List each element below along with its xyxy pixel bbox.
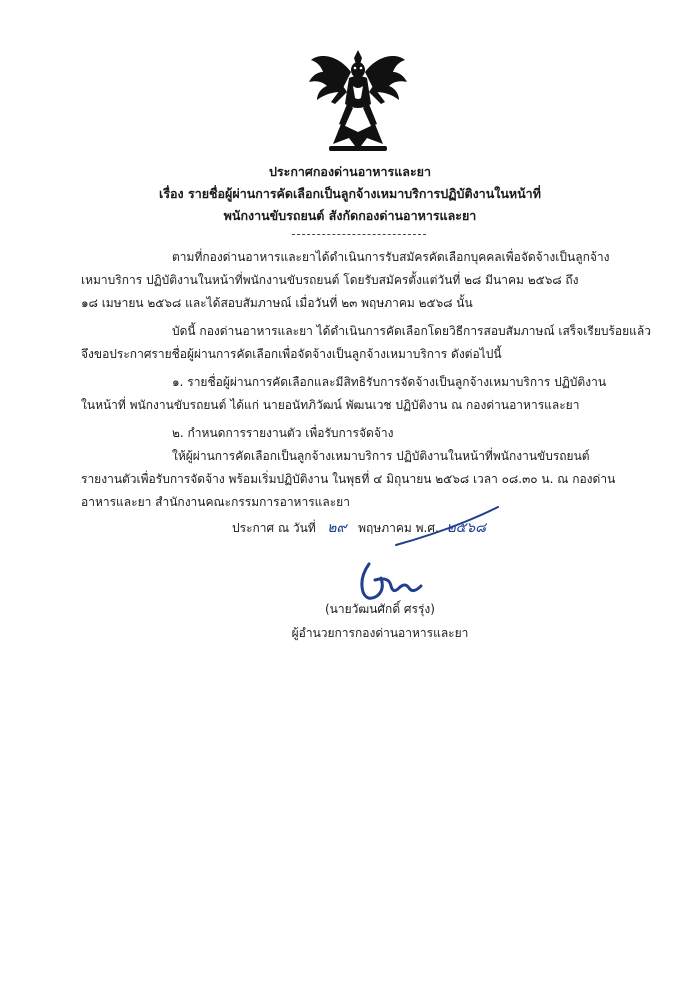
- signer-title: ผู้อำนวยการกองด่านอาหารและยา: [291, 626, 469, 640]
- garuda-emblem-icon: [303, 46, 413, 154]
- paragraph-2-line-1: บัดนี้ กองด่านอาหารและยา ได้ดำเนินการคัดเลือกโดยวิธีการสอบสัมภาษณ์ เสร็จเรียบร้อยแล้ว: [172, 324, 651, 338]
- paragraph-1-line-1: ตามที่กองด่านอาหารและยาได้ดำเนินการรับสมัครคัดเลือกบุคคลเพื่อจัดจ้างเป็นลูกจ้าง: [172, 250, 610, 264]
- item-2-line-1: ให้ผู้ผ่านการคัดเลือกเป็นลูกจ้างเหมาบริการ ปฏิบัติงานในหน้าที่พนักงานขับรถยนต์: [172, 449, 590, 463]
- signer-name: (นายวัฒนศักดิ์ ศรรุ่ง): [325, 602, 435, 616]
- date-prefix: ประกาศ ณ วันที่: [232, 521, 316, 535]
- header-divider: [292, 234, 426, 235]
- handwritten-day: ๒๙: [327, 520, 347, 536]
- date-month: พฤษภาคม พ.ศ.: [358, 521, 439, 535]
- item-2-line-3: อาหารและยา สำนักงานคณะกรรมการอาหารและยา: [81, 495, 350, 509]
- paragraph-2-line-2: จึงขอประกาศรายชื่อผู้ผ่านการคัดเลือกเพื่อจัดจ้างเป็นลูกจ้างเหมาบริการ ดังต่อไปนี้: [81, 347, 502, 361]
- subject-line-continued: พนักงานขับรถยนต์ สังกัดกองด่านอาหารและยา: [223, 208, 477, 223]
- signature-icon: [355, 558, 435, 606]
- item-2-heading: ๒. กำหนดการรายงานตัว เพื่อรับการจัดจ้าง: [172, 426, 394, 440]
- pen-flourish-icon: [392, 505, 502, 555]
- item-2-line-2: รายงานตัวเพื่อรับการจัดจ้าง พร้อมเริ่มปฏิบัติงาน ในพุธที่ ๔ มิถุนายน ๒๕๖๘ เวลา ๐๘.๓๐ น. ณ กองด่าน: [81, 472, 616, 486]
- handwritten-year: ๒๕๖๘: [446, 520, 486, 536]
- paragraph-1-line-3: ๑๘ เมษายน ๒๕๖๘ และได้สอบสัมภาษณ์ เมื่อวันที่ ๒๓ พฤษภาคม ๒๕๖๘ นั้น: [81, 296, 473, 310]
- item-1-line-2: ในหน้าที่ พนักงานขับรถยนต์ ได้แก่ นายอนัทภิวัฒน์ พัฒนเวช ปฏิบัติงาน ณ กองด่านอาหารและยา: [81, 398, 580, 412]
- subject-line: เรื่อง รายชื่อผู้ผ่านการคัดเลือกเป็นลูกจ้างเหมาบริการปฏิบัติงานในหน้าที่: [159, 186, 541, 201]
- announcement-heading: ประกาศกองด่านอาหารและยา: [268, 164, 432, 179]
- item-1-line-1: ๑. รายชื่อผู้ผ่านการคัดเลือกและมีสิทธิรับการจัดจ้างเป็นลูกจ้างเหมาบริการ ปฏิบัติงาน: [172, 375, 607, 389]
- paragraph-1-line-2: เหมาบริการ ปฏิบัติงานในหน้าที่พนักงานขับรถยนต์ โดยรับสมัครตั้งแต่วันที่ ๒๘ มีนาคม ๒๕๖๘ ถึง: [81, 273, 579, 287]
